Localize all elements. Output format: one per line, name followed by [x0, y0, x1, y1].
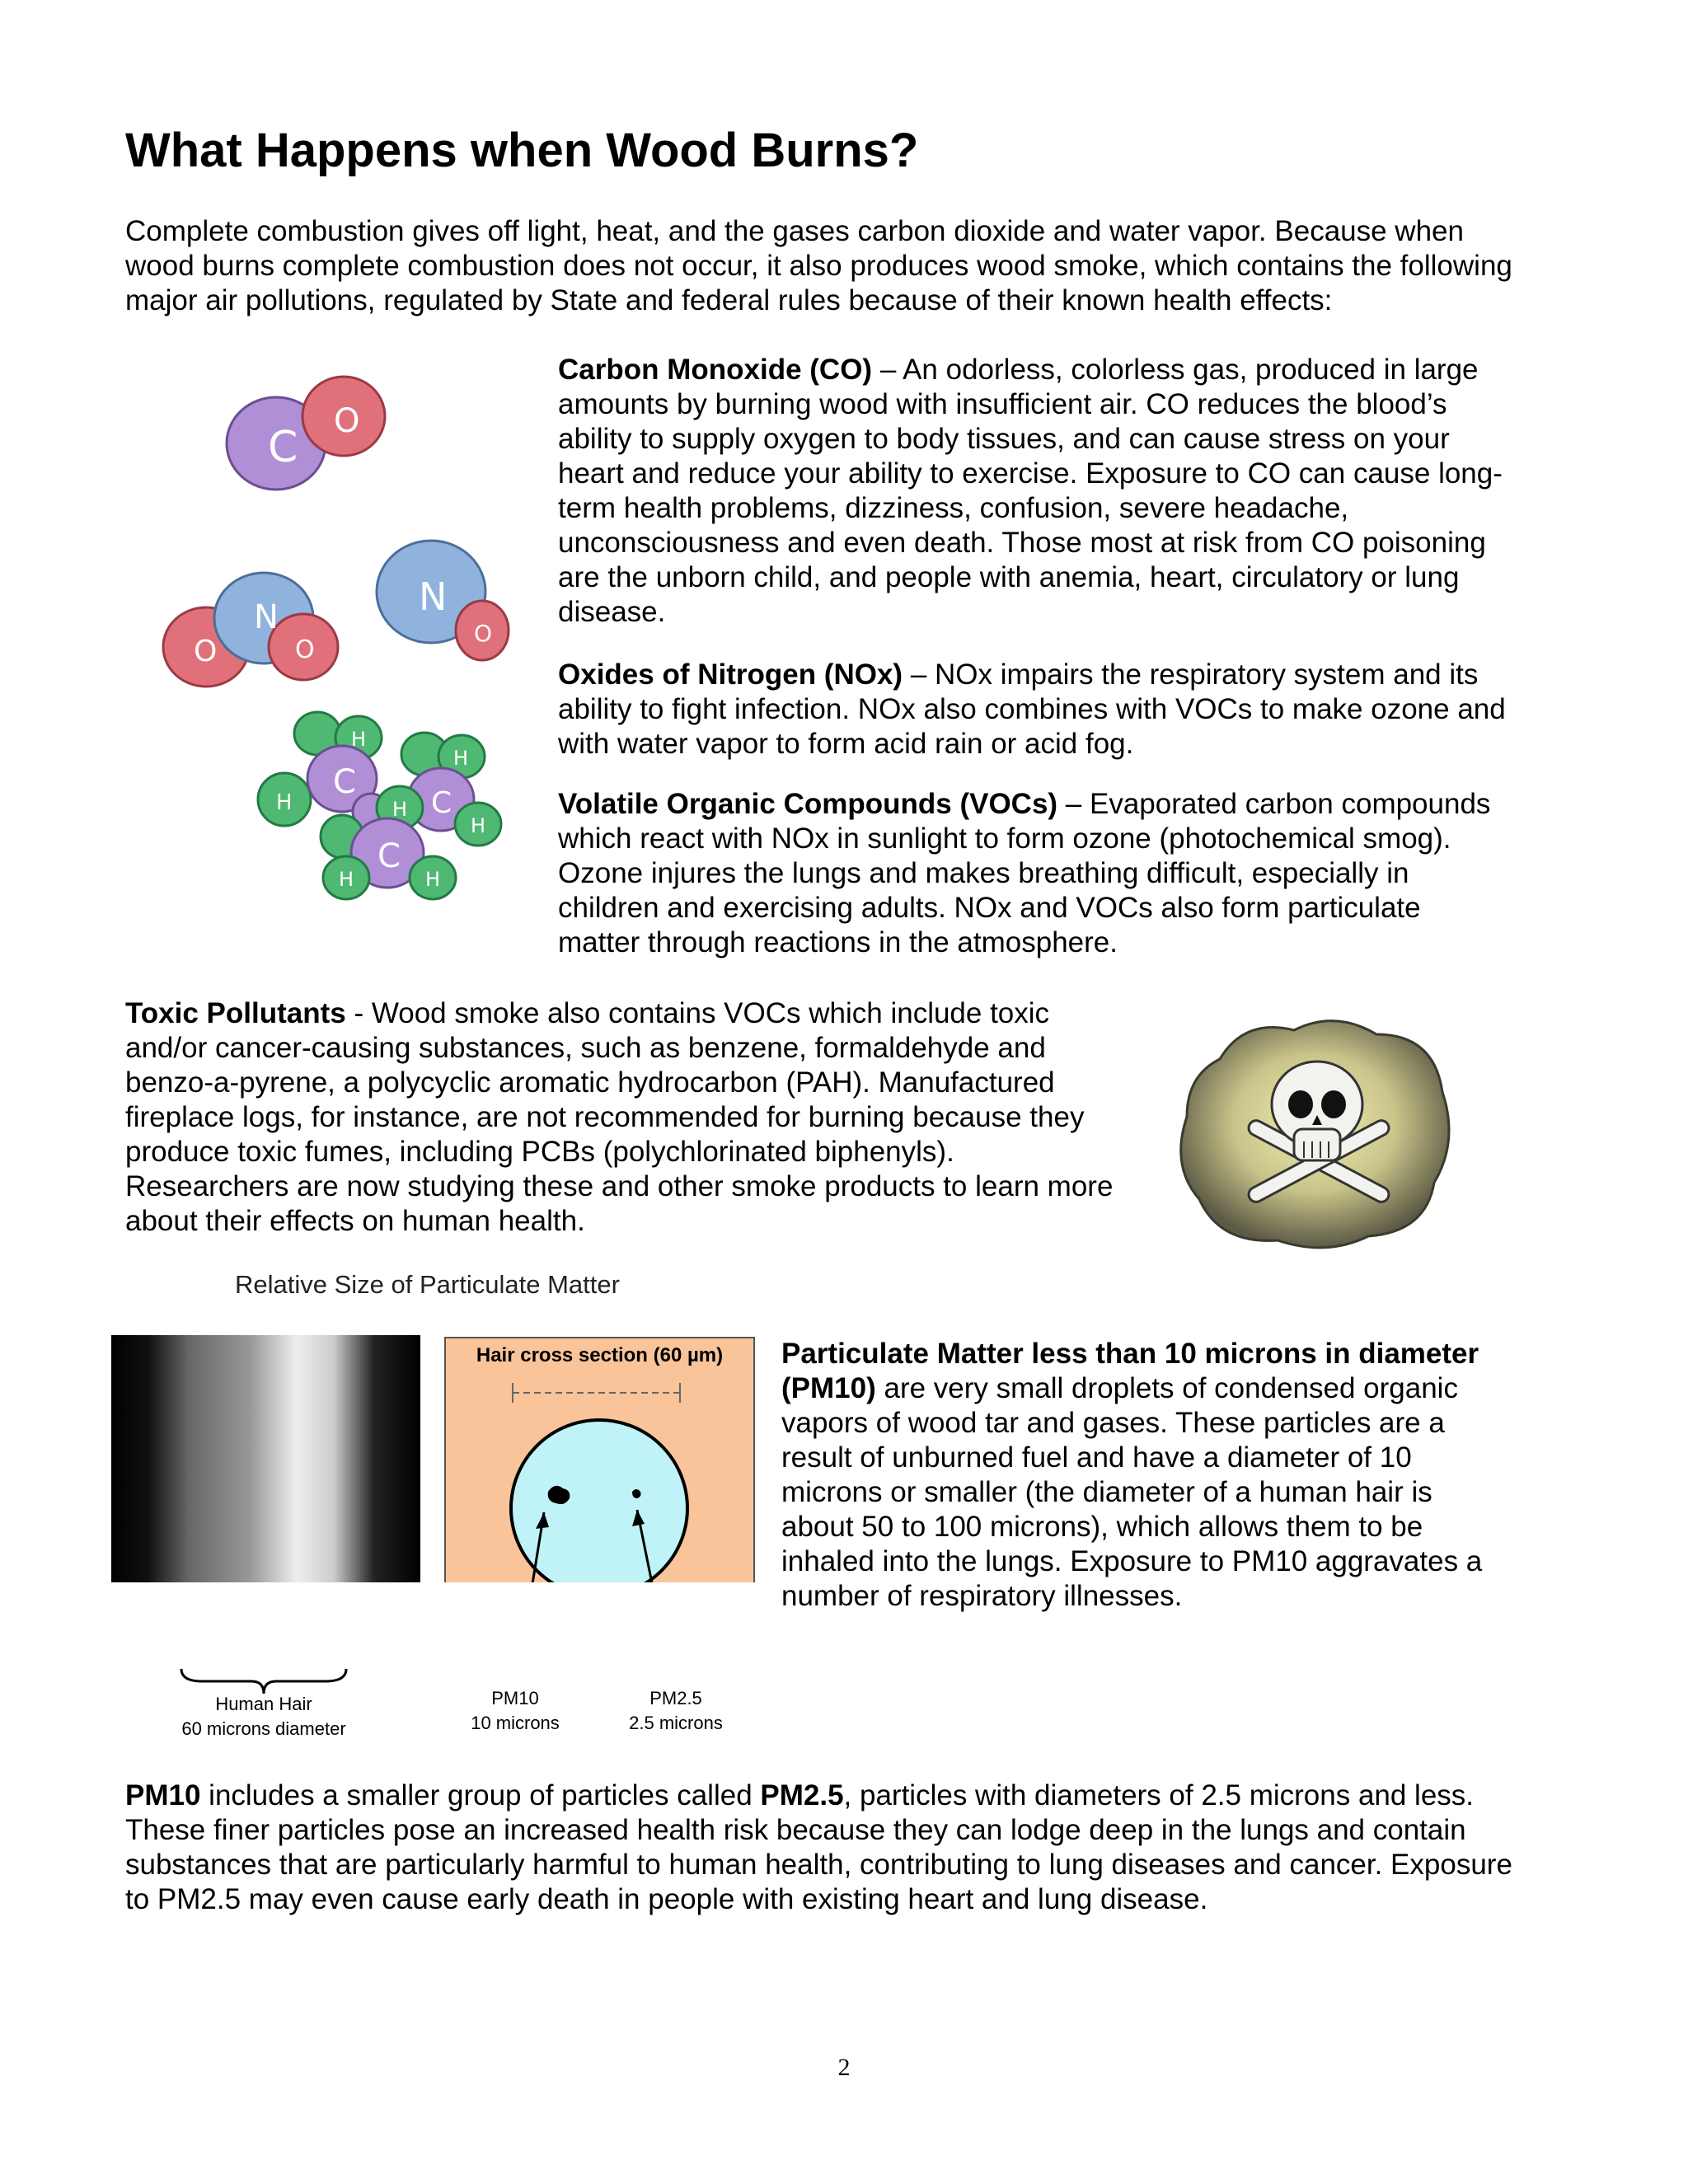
atom-o-label: O — [474, 620, 493, 647]
pm25-label-line1: PM2.5 — [649, 1688, 702, 1708]
atom-o-label: O — [194, 635, 218, 668]
atom-h-label: H — [339, 868, 354, 891]
intro-paragraph: Complete combustion gives off light, heat, and the gases carbon dioxide and water vapor. Because when wood burns complete combustion does not occur, it also produces wood smoke, which contains the following major air pollutions, regulated by State and federal rules because of their known health effects: — [125, 215, 1512, 316]
toxic-paragraph — [125, 996, 1114, 1239]
pm25-rest: , particles with diameters of 2.5 microns and less. These finer particles pose an increased health risk because they can lodge deep in the lungs and contain substances that are particularly harmful to human health, contributing to lung diseases and cancer. Exposure to PM2.5 may even cause early death in people with existing heart and lung disease. — [125, 1779, 1512, 1915]
atom-h-label: H — [471, 814, 486, 837]
pm25-mid: includes a smaller group of particles called — [200, 1779, 761, 1811]
atom-h-label: H — [425, 868, 441, 891]
hair-label — [157, 1692, 371, 1741]
page-title: What Happens when Wood Burns? — [125, 124, 919, 177]
toxic-heading: Toxic Pollutants — [125, 997, 346, 1029]
nox-body: – NOx impairs the respiratory system and its ability to fight infection. NOx also combines with VOCs to make ozone and with water vapor to form acid rain or acid fog. — [558, 658, 1506, 760]
molecules-illustration — [157, 371, 511, 915]
figure-title: Relative Size of Particulate Matter — [235, 1270, 620, 1299]
skull-crossbones-icon — [1170, 1010, 1459, 1257]
atom-h-label: H — [453, 747, 469, 770]
co-molecule-icon — [227, 377, 385, 490]
cross-section-title: Hair cross section (60 µm) — [476, 1344, 724, 1366]
pm25-label — [618, 1686, 734, 1736]
particulate-figure — [111, 1335, 758, 1582]
pm25-label-line2: 2.5 microns — [629, 1713, 723, 1733]
voc-body: – Evaporated carbon compounds which react with NOx in sunlight to form ozone (photochemical smog). Ozone injures the lungs and makes breathing difficult, especially in children and exercising adults. NOx and VOCs also form particulate matter through reactions in the atmosphere. — [558, 788, 1491, 958]
voc-paragraph — [558, 787, 1506, 960]
pm10-body: are very small droplets of condensed organic vapors of wood tar and gases. These particles are a result of unburned fuel and have a diameter of 10 microns or smaller (the diameter of a human hair is about 50 to 100 microns), which allows them to be inhaled into the lungs. Exposure to PM10 aggravates a number of respiratory illnesses. — [781, 1372, 1483, 1612]
page-number: 2 — [837, 2054, 851, 2081]
pm25-lead: PM10 — [125, 1779, 201, 1811]
pm10-label-line1: PM10 — [491, 1688, 539, 1708]
atom-c-label: C — [431, 786, 452, 820]
atom-h-label: H — [276, 790, 293, 815]
hair-label-line2: 60 microns diameter — [181, 1718, 346, 1739]
atom-o-label: O — [295, 635, 315, 664]
nox-paragraph — [558, 658, 1506, 762]
co-body: – An odorless, colorless gas, produced in large amounts by burning wood with insufficient air. CO reduces the blood’s ability to supply oxygen to body tissues, and can cause stress on your heart and reduce your ability to exercise. Exposure to CO can cause long-term health problems, dizziness, confusion, severe headache, unconsciousness and even death. Those most at risk from CO poisoning are the unborn child, and people with anemia, heart, circulatory or lung disease. — [558, 354, 1503, 628]
no2-molecule-right-icon — [377, 541, 509, 660]
pm25-term: PM2.5 — [760, 1779, 844, 1811]
atom-h-label: H — [392, 798, 408, 821]
hair-micrograph — [111, 1335, 420, 1582]
atom-n-label: N — [419, 574, 448, 619]
pm10-label-line2: 10 microns — [471, 1713, 560, 1733]
pm10-heading: Particulate Matter less than 10 microns in diameter (PM10) — [781, 1338, 1479, 1404]
pm10-paragraph — [781, 1337, 1490, 1614]
atom-c-label: C — [333, 763, 356, 801]
atom-c-label: C — [268, 423, 298, 472]
toxic-body: - Wood smoke also contains VOCs which include toxic and/or cancer-causing substances, such as benzene, formaldehyde and benzo-a-pyrene, a polycyclic aromatic hydrocarbon (PAH). Manufactured fireplace logs, for instance, are not recommended for burning because they produce toxic fumes, including PCBs (polychlorinated biphenyls). Researchers are now studying these and other smoke products to learn more about their effects on human health. — [125, 997, 1114, 1237]
voc-heading: Volatile Organic Compounds (VOCs) — [558, 788, 1058, 820]
co-paragraph — [558, 353, 1506, 630]
nox-heading: Oxides of Nitrogen (NOx) — [558, 658, 903, 691]
atom-h-label: H — [351, 728, 367, 751]
no2-molecule-icon — [163, 573, 338, 687]
pm10-label — [457, 1686, 573, 1736]
voc-molecule-icon — [258, 712, 501, 899]
co-heading: Carbon Monoxide (CO) — [558, 354, 873, 386]
atom-n-label: N — [254, 598, 279, 636]
atom-o-label: O — [334, 402, 360, 440]
atom-c-label: C — [377, 837, 401, 875]
hair-label-line1: Human Hair — [215, 1694, 312, 1714]
pm25-paragraph — [125, 1779, 1526, 1917]
